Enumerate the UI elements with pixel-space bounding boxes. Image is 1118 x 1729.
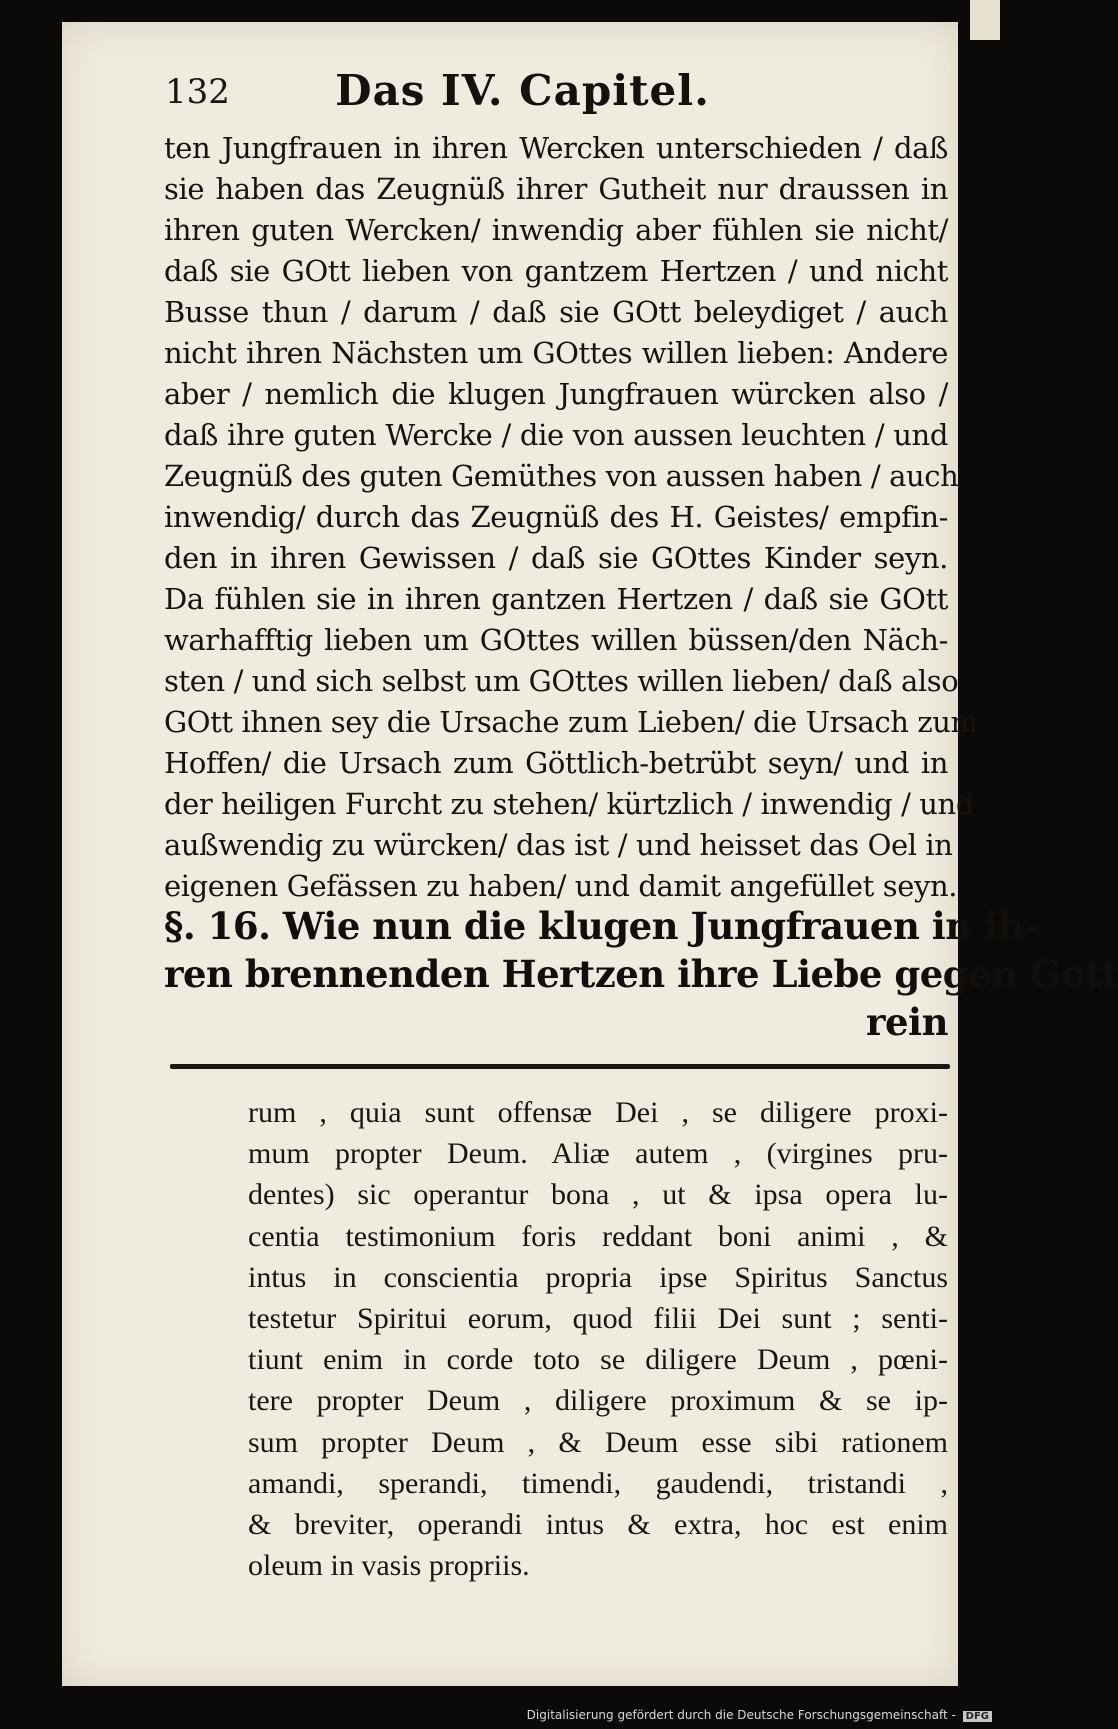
german-line: sten / und sich selbst um GOttes willen lieben/ daß also (164, 664, 959, 698)
latin-line: sum propter Deum , & Deum esse sibi rationem (248, 1425, 948, 1459)
latin-line: mum propter Deum. Aliæ autem , (virgines pru- (248, 1137, 948, 1171)
german-line: daß ihre guten Wercke / die von aussen leuchten / und (164, 418, 948, 452)
catchword: rein (866, 1000, 948, 1044)
latin-line: rum , quia sunt offensæ Dei , se diligere proxi- (248, 1096, 948, 1129)
german-line: aber / nemlich die klugen Jungfrauen würcken also / (164, 377, 948, 411)
latin-line: & breviter, operandi intus & extra, hoc est enim (248, 1508, 948, 1542)
page-header (100, 66, 945, 122)
german-line: außwendig zu würcken/ das ist / und heisset das Oel in (164, 828, 953, 862)
german-line: GOtt ihnen sey die Ursache zum Lieben/ die Ursach zum (164, 705, 978, 739)
page-edge (970, 0, 1000, 40)
section-divider (170, 1064, 950, 1069)
latin-line: amandi, sperandi, timendi, gaudendi, tristandi , (248, 1466, 948, 1500)
german-text-block (164, 128, 978, 907)
german-line: warhafftig lieben um GOttes willen büssen/den Näch- (164, 623, 948, 657)
german-line: Busse thun / darum / daß sie GOtt beleydiget / auch (164, 295, 948, 329)
latin-line: intus in conscientia propria ipse Spiritus Sanctus (248, 1260, 948, 1294)
german-line: sie haben das Zeugnüß ihrer Gutheit nur draussen in (164, 172, 948, 206)
latin-line: dentes) sic operantur bona , ut & ipsa opera lu- (248, 1178, 948, 1212)
german-line: inwendig/ durch das Zeugnüß des H. Geistes/ empfin- (164, 500, 948, 534)
digitization-credit (527, 1708, 992, 1722)
latin-line: centia testimonium foris reddant boni animi , & (248, 1219, 948, 1253)
latin-line: tiunt enim in corde toto se diligere Deum , pœni- (248, 1343, 948, 1377)
latin-text-block (248, 1092, 948, 1586)
german-line: Zeugnüß des guten Gemüthes von aussen haben / auch (164, 459, 959, 493)
german-line: der heiligen Furcht zu stehen/ kürtzlich / inwendig / und (164, 787, 974, 821)
page-number: 132 (165, 72, 230, 112)
heading-line: §. 16. Wie nun die klugen Jungfrauen in ih- (164, 904, 1039, 948)
german-line: Hoffen/ die Ursach zum Göttlich-betrübt seyn/ und in (164, 746, 948, 780)
heading-line: ren brennenden Hertzen ihre Liebe gegen Gott (164, 952, 1118, 996)
german-line: den in ihren Gewissen / daß sie GOttes Kinder seyn. (164, 541, 948, 575)
dfg-logo: DFG (963, 1711, 992, 1722)
latin-line: testetur Spiritui eorum, quod filii Dei sunt ; senti- (248, 1302, 948, 1336)
german-line: ihren guten Wercken/ inwendig aber fühlen sie nicht/ (164, 213, 948, 247)
latin-line: oleum in vasis propriis. (248, 1549, 530, 1583)
german-line: nicht ihren Nächsten um GOttes willen lieben: Andere (164, 336, 948, 370)
german-line: Da fühlen sie in ihren gantzen Hertzen / daß sie GOtt (164, 582, 948, 616)
german-line: eigenen Gefässen zu haben/ und damit angefüllet seyn. (164, 869, 958, 903)
credit-text: Digitalisierung gefördert durch die Deutsche Forschungsgemeinschaft - (526, 1708, 956, 1722)
running-title: Das IV. Capitel. (335, 66, 710, 115)
latin-line: tere propter Deum , diligere proximum & se ip- (248, 1384, 948, 1418)
german-line: ten Jungfrauen in ihren Wercken unterschieden / daß (164, 131, 948, 165)
german-line: daß sie GOtt lieben von gantzem Hertzen / und nicht (164, 254, 948, 288)
section-heading (164, 902, 1118, 1046)
